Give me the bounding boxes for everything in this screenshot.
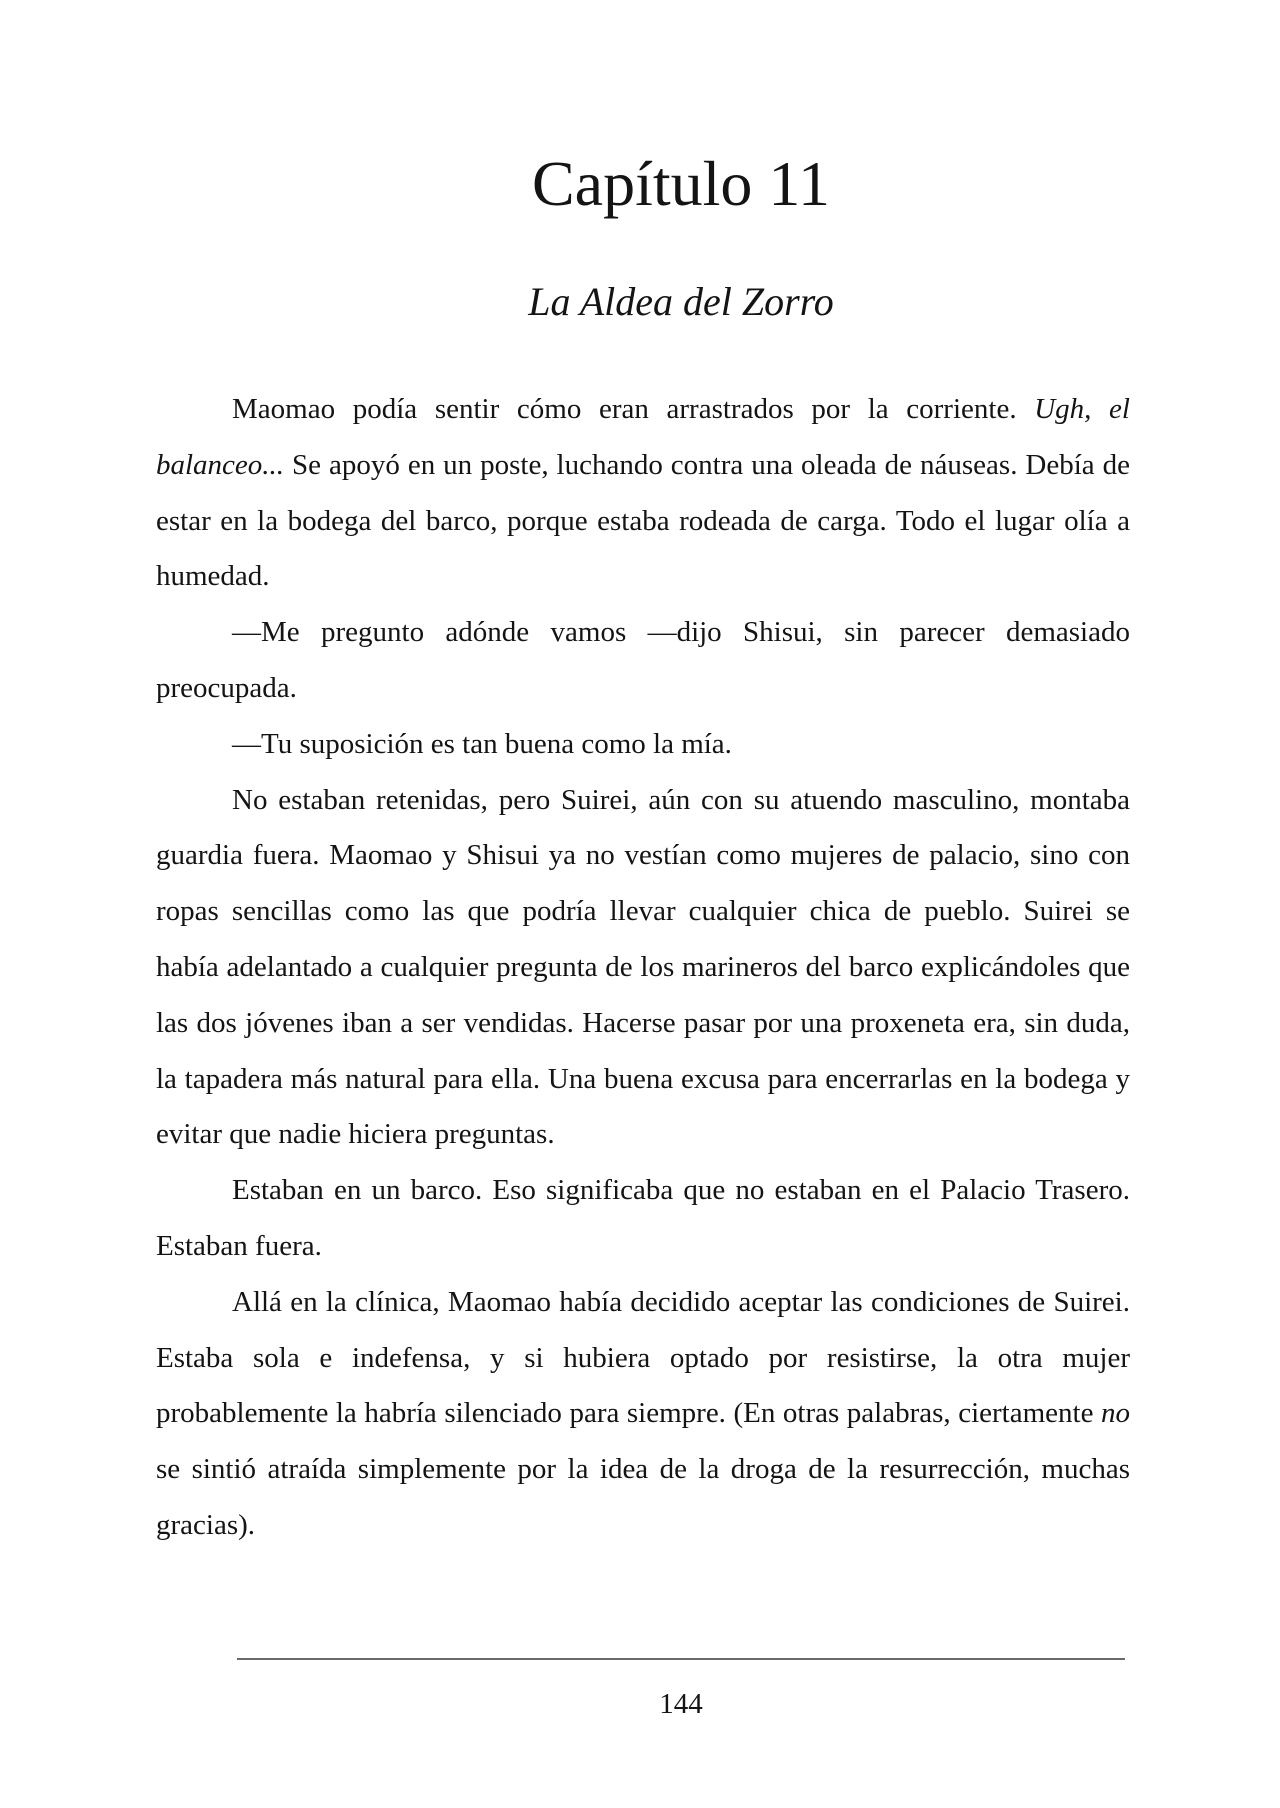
paragraph-3: —Tu suposición es tan buena como la mía. xyxy=(232,727,732,760)
paragraph-4: No estaban retenidas, pero Suirei, aún con su atuendo masculino, montaba guardia fuera. Maomao y Shisui ya no vestían como mujeres de palacio, sino con ropas sencillas como las que podría llevar cualquier chica de pueblo. Suirei se había adelantado a cualquier pregunta de los marineros del barco explicándoles que las dos jóvenes iban a ser vendidas. Hacerse pasar por una proxeneta era, sin duda, la tapadera más natural para ella. Una buena excusa para encerrarlas en la bodega y evitar que nadie hiciera preguntas. xyxy=(156,783,1130,1151)
paragraph-5: Estaban en un barco. Eso significaba que no estaban en el Palacio Trasero. Estaban fuera. xyxy=(156,1174,1130,1262)
chapter-subtitle: La Aldea del Zorro xyxy=(528,279,834,324)
paragraph-text: Maomao podía sentir cómo eran arrastrados por la corriente. xyxy=(232,393,1035,425)
chapter-title: Capítulo 11 xyxy=(531,148,831,219)
chapter-body xyxy=(156,382,1130,1554)
paragraph-text: se sintió atraída simplemente por la idea de la droga de la resurrección, muchas gracias). xyxy=(156,1453,1130,1541)
paragraph-text: Allá en la clínica, Maomao había decidido aceptar las condiciones de Suirei. Estaba sola e indefensa, y si hubiera optado por resistirse, la otra mujer probablemente la habría silenciado para siempre. (En otras palabras, ciertamente xyxy=(156,1285,1130,1430)
page-number: 144 xyxy=(659,1688,703,1720)
paragraph-2: —Me pregunto adónde vamos —dijo Shisui, sin parecer demasiado preocupada. xyxy=(156,616,1130,704)
paragraph-text: Se apoyó en un poste, luchando contra una oleada de náuseas. Debía de estar en la bodega del barco, porque estaba rodeada de carga. Todo el lugar olía a humedad. xyxy=(156,448,1130,593)
paragraph-1 xyxy=(156,382,1130,605)
paragraph-6 xyxy=(156,1275,1130,1554)
footer-divider xyxy=(237,1658,1125,1660)
italic-thought: Ugh, el balanceo... xyxy=(156,393,1130,481)
italic-emphasis: no xyxy=(1101,1397,1130,1430)
